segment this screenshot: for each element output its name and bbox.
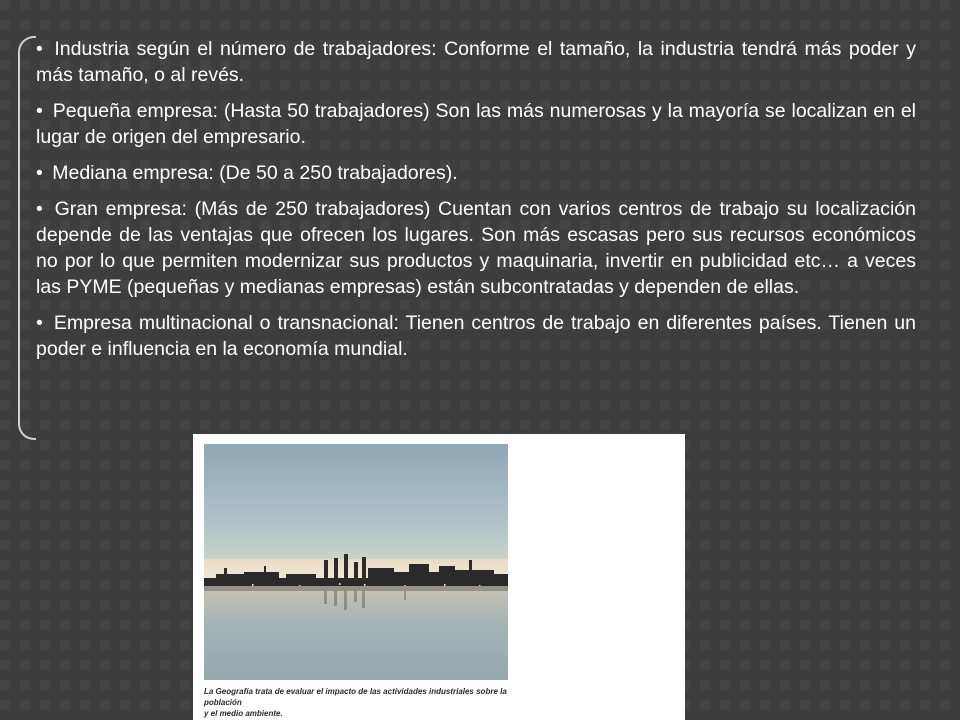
bullet-icon: • [36, 162, 43, 184]
water-reflection [204, 586, 508, 626]
bullet-icon: • [36, 38, 43, 60]
bullet-paragraph-small-business: • Pequeña empresa: (Hasta 50 trabajadores) Son las más numerosas y la mayoría se localizan en el lugar de origen del empresario. [36, 100, 916, 148]
industrial-plant-photo [204, 444, 508, 680]
bullet-list [36, 36, 916, 372]
bullet-paragraph-industry-size: • Industria según el número de trabajadores: Conforme el tamaño, la industria tendrá más poder y más tamaño, o al revés. [36, 38, 917, 86]
bullet-icon: • [36, 100, 43, 122]
bullet-icon: • [36, 198, 43, 220]
text-frame [18, 36, 942, 440]
bullet-paragraph-large-business: • Gran empresa: (Más de 250 trabajadores) Cuentan con varios centros de trabajo su localización depende de las ventajas que ofrecen los lugares. Son más escasas pero sus recursos económicos no por lo que permiten modernizar sus productos y maquinaria, invertir en publicidad etc… a veces las PYME (pequeñas y medianas empresas) están subcontratadas y dependen de ellas. [36, 198, 916, 298]
bullet-paragraph-medium-business: • Mediana empresa: (De 50 a 250 trabajadores). [36, 162, 458, 184]
industrial-photo-card [193, 434, 685, 720]
left-bracket-decoration [18, 36, 36, 440]
bullet-icon: • [36, 312, 43, 334]
bullet-paragraph-multinational: • Empresa multinacional o transnacional: Tienen centros de trabajo en diferentes países. Tienen un poder e influencia en la economía mundial. [36, 312, 916, 360]
photo-caption: La Geografía trata de evaluar el impacto de las actividades industriales sobre la población y el medio ambiente. [204, 687, 507, 718]
